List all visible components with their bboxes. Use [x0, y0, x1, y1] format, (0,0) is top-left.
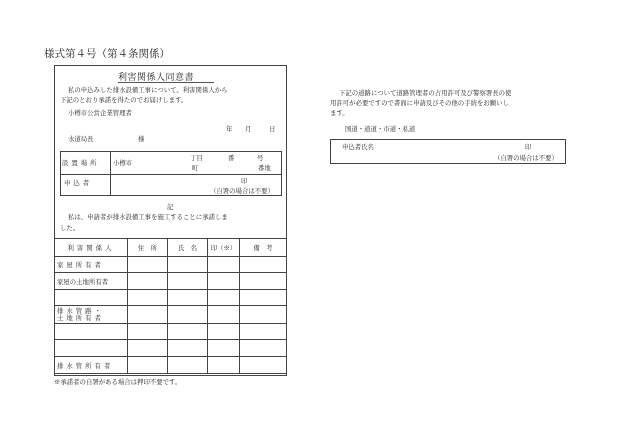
row-label: [55, 324, 128, 340]
row-label: 家屋の土地所有者: [55, 273, 128, 290]
right-applicant-name-label: 申込者氏名: [342, 143, 374, 151]
row-label: [55, 290, 128, 306]
date-month: 月: [245, 125, 252, 133]
cell: [168, 357, 208, 374]
cell: [168, 340, 208, 357]
cell: [128, 340, 168, 357]
table-header-row: [55, 239, 287, 257]
consent-line-1: 私は、申請者が排水設備工事を施工することに承諾しま: [68, 213, 228, 221]
cell: [208, 306, 240, 324]
cell: [208, 273, 240, 290]
cell: [240, 357, 287, 374]
cell: [168, 273, 208, 290]
row-label-line-2: 土地所有者: [57, 313, 104, 322]
right-seal-mark: 印: [525, 143, 532, 151]
form-number-label: 様式第４号（第４条関係）: [44, 48, 170, 60]
right-seal-note: （自署の場合は不要）: [494, 154, 558, 162]
go-label: 号: [257, 154, 264, 162]
header-seal: 印（※）: [208, 239, 240, 257]
row-label: [55, 340, 128, 357]
recipient-org: 小樽市公営企業管理者: [68, 109, 132, 117]
header-remarks: 備 考: [240, 239, 287, 257]
cell: [240, 290, 287, 306]
honorific-sama: 様: [138, 135, 145, 143]
seal-note: （自署の場合は不要）: [210, 187, 274, 195]
cell: [168, 257, 208, 273]
table-row: [55, 273, 287, 290]
intro-line-2: 下記のとおり承諾を得たのでお届けします。: [60, 96, 188, 104]
row-label: 家屋所有者: [55, 257, 128, 273]
cell: [240, 257, 287, 273]
consent-line-2: した。: [60, 224, 80, 232]
road-para-line-1: 下記の道路について道路管理者の占用許可及び警察署長の使: [339, 89, 512, 97]
install-city: 小樽市: [113, 159, 133, 167]
machi-label: 町: [192, 164, 199, 172]
consent-form-title: 利害関係人同意書: [118, 73, 195, 83]
row-label: [55, 306, 128, 324]
header-address: 住 所: [128, 239, 168, 257]
cell: [240, 306, 287, 324]
cell: [168, 306, 208, 324]
seal-mark: 印: [241, 177, 248, 185]
cell: [240, 340, 287, 357]
cell: [128, 357, 168, 374]
cell: [208, 257, 240, 273]
cell: [208, 340, 240, 357]
cell: [208, 324, 240, 340]
road-para-line-2: 用許可が必要ですので書面に申請及びその他の手続をお願いし: [330, 99, 509, 107]
cell: [208, 357, 240, 374]
table-row: [55, 357, 287, 374]
chome-label: 丁目: [190, 154, 203, 162]
table-row: [55, 324, 287, 340]
cell: [240, 324, 287, 340]
header-name: 氏 名: [168, 239, 208, 257]
box-column-divider: [110, 152, 111, 195]
ki-heading: 記: [167, 203, 174, 211]
box-divider: [61, 174, 281, 175]
ban-label: 番: [228, 154, 235, 162]
intro-line-1: 私の申込みした排水設備工事について、利害関係人から: [68, 86, 228, 94]
footnote: ※承諾者の自署がある場合は押印不要です。: [54, 378, 182, 386]
interested-parties-table: [54, 238, 287, 374]
title-underline: [118, 82, 214, 83]
cell: [128, 306, 168, 324]
cell: [168, 324, 208, 340]
header-party: 利害関係人: [55, 239, 128, 257]
table-row: [55, 257, 287, 273]
install-location-label: 設置場所: [62, 159, 100, 167]
banchi-label: 番地: [258, 164, 271, 172]
cell: [128, 290, 168, 306]
applicant-label: 申込者: [64, 179, 93, 187]
road-types: 国道・道道・市道・私道: [345, 125, 416, 133]
table-row: [55, 340, 287, 357]
cell: [240, 273, 287, 290]
date-day: 日: [269, 125, 276, 133]
cell: [128, 273, 168, 290]
bureau-chief: 水道局長: [68, 135, 94, 143]
table-row: [55, 306, 287, 324]
row-label: 排水管所有者: [55, 357, 128, 374]
cell: [128, 257, 168, 273]
row-label-line-1: 排水管路・: [57, 306, 104, 315]
cell: [208, 290, 240, 306]
cell: [128, 324, 168, 340]
table-row: [55, 290, 287, 306]
date-year: 年: [226, 125, 233, 133]
cell: [168, 290, 208, 306]
road-para-line-3: ます。: [330, 109, 349, 117]
